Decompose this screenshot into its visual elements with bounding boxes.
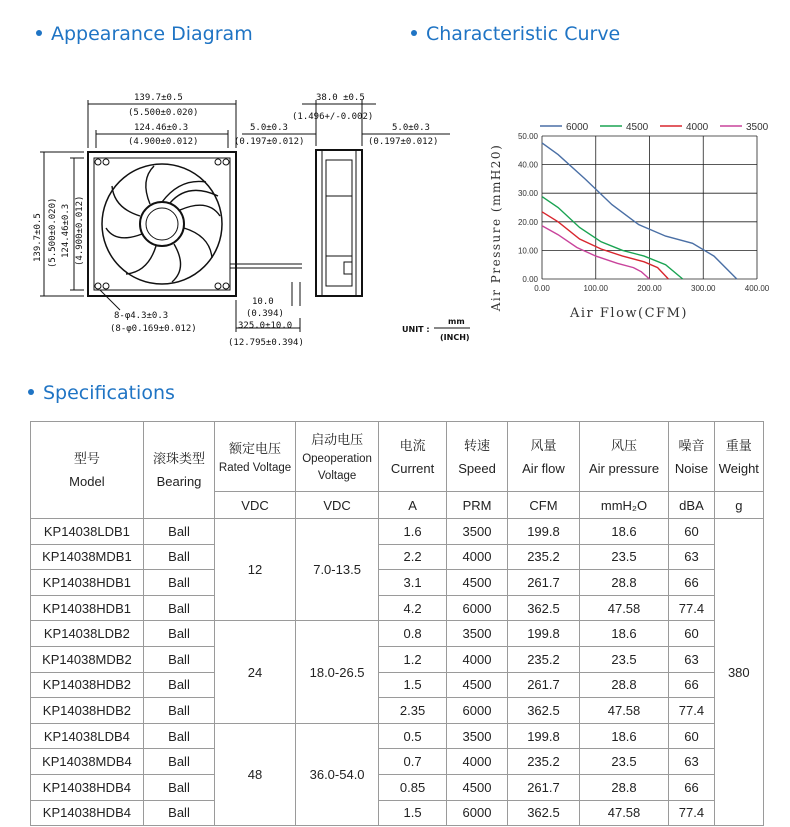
air-pressure-cell: 47.58 bbox=[579, 595, 669, 621]
airflow-cell: 235.2 bbox=[508, 646, 579, 672]
table-row bbox=[31, 723, 764, 749]
model-cell: KP14038LDB4 bbox=[31, 723, 144, 749]
table-row bbox=[31, 646, 764, 672]
bearing-cell: Ball bbox=[143, 672, 214, 698]
bullet-icon bbox=[36, 30, 42, 36]
dim-holes-inch: (8-φ0.169±0.012) bbox=[110, 324, 197, 334]
airflow-cell: 235.2 bbox=[508, 749, 579, 775]
noise-cell: 63 bbox=[669, 749, 714, 775]
air-pressure-cell: 23.5 bbox=[579, 544, 669, 570]
rated-voltage-cell: 12 bbox=[215, 519, 296, 621]
header-en: Noise bbox=[674, 460, 709, 476]
dim-hole-pitch: 124.46±0.3 bbox=[134, 123, 189, 133]
dim-flange-left: 5.0±0.3 bbox=[250, 123, 288, 133]
bearing-cell: Ball bbox=[143, 646, 214, 672]
speed-cell: 4500 bbox=[446, 570, 507, 596]
air-pressure-cell: 47.58 bbox=[579, 800, 669, 826]
noise-cell: 66 bbox=[669, 672, 714, 698]
noise-cell: 60 bbox=[669, 723, 714, 749]
specifications-title bbox=[28, 382, 175, 404]
airflow-cell: 235.2 bbox=[508, 544, 579, 570]
fan-blades bbox=[106, 166, 220, 282]
rated-voltage-cell: 24 bbox=[215, 621, 296, 723]
table-row bbox=[31, 621, 764, 647]
unit-top: mm bbox=[448, 317, 465, 326]
start-voltage-cell: 7.0-13.5 bbox=[295, 519, 379, 621]
airflow-cell: 362.5 bbox=[508, 698, 579, 724]
header-cell bbox=[579, 422, 669, 492]
y-tick-label: 10.00 bbox=[517, 246, 538, 256]
dim-holes: 8-φ4.3±0.3 bbox=[114, 311, 169, 321]
dim-height-outer-inch: (5.500±0.020) bbox=[48, 197, 58, 268]
noise-cell: 77.4 bbox=[669, 595, 714, 621]
specifications-title-text: Specifications bbox=[43, 382, 175, 404]
table-row bbox=[31, 774, 764, 800]
dim-hole-pitch-inch: (4.900±0.012) bbox=[128, 137, 199, 147]
header-cell bbox=[508, 422, 579, 492]
noise-cell: 77.4 bbox=[669, 698, 714, 724]
current-cell: 4.2 bbox=[379, 595, 446, 621]
legend-label: 4000 bbox=[686, 122, 709, 133]
y-tick-label: 50.00 bbox=[517, 132, 538, 141]
header-zh: 重量 bbox=[725, 437, 752, 453]
dim-depth: 38.0 ±0.5 bbox=[316, 93, 365, 103]
speed-cell: 6000 bbox=[446, 595, 507, 621]
airflow-cell: 362.5 bbox=[508, 800, 579, 826]
dim-strip: 10.0 bbox=[252, 297, 274, 307]
unit-cell: A bbox=[379, 492, 446, 519]
air-pressure-cell: 18.6 bbox=[579, 519, 669, 545]
speed-cell: 6000 bbox=[446, 800, 507, 826]
dim-height-outer: 139.7±0.5 bbox=[33, 213, 43, 262]
current-cell: 3.1 bbox=[379, 570, 446, 596]
legend-label: 4500 bbox=[626, 122, 649, 133]
y-tick-label: 40.00 bbox=[517, 160, 538, 170]
model-cell: KP14038HDB4 bbox=[31, 774, 144, 800]
characteristic-curve-chart bbox=[484, 112, 784, 328]
dim-strip-inch: (0.394) bbox=[246, 309, 284, 319]
x-tick-label: 400.00 bbox=[744, 284, 770, 293]
header-cell bbox=[295, 422, 379, 492]
x-tick-label: 100.00 bbox=[583, 284, 608, 293]
current-cell: 0.5 bbox=[379, 723, 446, 749]
bearing-cell: Ball bbox=[143, 570, 214, 596]
table-row bbox=[31, 672, 764, 698]
header-zh: 噪音 bbox=[678, 437, 705, 453]
model-cell: KP14038HDB1 bbox=[31, 570, 144, 596]
header-cell bbox=[379, 422, 446, 492]
unit-cell: dBA bbox=[669, 492, 714, 519]
table-row bbox=[31, 800, 764, 826]
bearing-cell: Ball bbox=[143, 774, 214, 800]
bullet-icon bbox=[28, 389, 34, 395]
model-cell: KP14038MDB2 bbox=[31, 646, 144, 672]
speed-cell: 3500 bbox=[446, 621, 507, 647]
current-cell: 1.2 bbox=[379, 646, 446, 672]
y-axis-label: Air Pressure (mmH20) bbox=[489, 143, 503, 312]
bearing-cell: Ball bbox=[143, 749, 214, 775]
characteristic-curve-title-text: Characteristic Curve bbox=[426, 23, 621, 45]
legend-label: 3500 bbox=[746, 122, 769, 133]
header-en: Air flow bbox=[522, 460, 565, 476]
header-zh: 滚珠类型 bbox=[153, 451, 206, 466]
speed-cell: 4000 bbox=[446, 749, 507, 775]
x-tick-label: 200.00 bbox=[637, 284, 662, 293]
bearing-cell: Ball bbox=[143, 800, 214, 826]
table-row bbox=[31, 698, 764, 724]
x-axis-label: Air Flow(CFM) bbox=[570, 306, 688, 321]
model-cell: KP14038HDB2 bbox=[31, 698, 144, 724]
unit-label: UNIT : bbox=[402, 325, 430, 334]
rated-voltage-cell: 48 bbox=[215, 723, 296, 825]
header-en: Model bbox=[69, 474, 105, 489]
airflow-cell: 261.7 bbox=[508, 672, 579, 698]
header-en: Air pressure bbox=[588, 460, 660, 476]
noise-cell: 60 bbox=[669, 621, 714, 647]
airflow-cell: 199.8 bbox=[508, 723, 579, 749]
header-en: Bearing bbox=[156, 474, 202, 489]
model-cell: KP14038MDB4 bbox=[31, 749, 144, 775]
y-tick-label: 20.00 bbox=[517, 217, 538, 227]
characteristic-curve-title bbox=[411, 23, 620, 45]
header-cell bbox=[143, 422, 214, 519]
appearance-diagram-title bbox=[36, 23, 253, 45]
dim-depth-inch: (1.496+/-0.002) bbox=[292, 112, 374, 122]
dim-flange-left-inch: (0.197±0.012) bbox=[234, 137, 305, 147]
current-cell: 0.8 bbox=[379, 621, 446, 647]
air-pressure-cell: 18.6 bbox=[579, 621, 669, 647]
bearing-cell: Ball bbox=[143, 698, 214, 724]
x-tick-label: 300.00 bbox=[691, 284, 716, 293]
model-cell: KP14038HDB4 bbox=[31, 800, 144, 826]
dim-width-outer-inch: (5.500±0.020) bbox=[128, 108, 199, 118]
air-pressure-cell: 23.5 bbox=[579, 749, 669, 775]
noise-cell: 77.4 bbox=[669, 800, 714, 826]
unit-cell: g bbox=[714, 492, 763, 519]
unit-cell: mmH₂O bbox=[579, 492, 669, 519]
start-voltage-cell: 36.0-54.0 bbox=[295, 723, 379, 825]
y-tick-label: 0.00 bbox=[522, 275, 538, 284]
header-zh: 转速 bbox=[464, 437, 491, 453]
bearing-cell: Ball bbox=[143, 723, 214, 749]
speed-cell: 3500 bbox=[446, 723, 507, 749]
header-cell bbox=[714, 422, 763, 492]
noise-cell: 66 bbox=[669, 570, 714, 596]
header-zh: 电流 bbox=[399, 437, 426, 453]
header-en: Rated Voltage bbox=[218, 461, 292, 474]
current-cell: 0.7 bbox=[379, 749, 446, 775]
unit-cell: VDC bbox=[215, 492, 296, 519]
unit-cell: CFM bbox=[508, 492, 579, 519]
model-cell: KP14038MDB1 bbox=[31, 544, 144, 570]
table-row bbox=[31, 519, 764, 545]
weight-cell: 380 bbox=[714, 519, 763, 826]
unit-cell: PRM bbox=[446, 492, 507, 519]
air-pressure-cell: 28.8 bbox=[579, 672, 669, 698]
appearance-diagram-title-text: Appearance Diagram bbox=[51, 23, 253, 45]
dim-lead: 325.0±10.0 bbox=[238, 321, 293, 331]
current-cell: 1.6 bbox=[379, 519, 446, 545]
legend-label: 6000 bbox=[566, 122, 589, 133]
speed-cell: 4500 bbox=[446, 774, 507, 800]
air-pressure-cell: 47.58 bbox=[579, 698, 669, 724]
current-cell: 2.35 bbox=[379, 698, 446, 724]
x-tick-label: 0.00 bbox=[534, 284, 550, 293]
current-cell: 0.85 bbox=[379, 774, 446, 800]
bearing-cell: Ball bbox=[143, 595, 214, 621]
header-cell bbox=[215, 422, 296, 492]
header-en: Opeoperation Voltage bbox=[302, 453, 372, 482]
header-en: Current bbox=[390, 460, 435, 476]
bearing-cell: Ball bbox=[143, 621, 214, 647]
bullet-icon bbox=[411, 30, 417, 36]
airflow-cell: 362.5 bbox=[508, 595, 579, 621]
header-cell bbox=[669, 422, 714, 492]
noise-cell: 66 bbox=[669, 774, 714, 800]
dim-flange-right-inch: (0.197±0.012) bbox=[368, 137, 439, 147]
air-pressure-cell: 18.6 bbox=[579, 723, 669, 749]
noise-cell: 60 bbox=[669, 519, 714, 545]
header-en: Weight bbox=[718, 460, 759, 476]
airflow-cell: 261.7 bbox=[508, 570, 579, 596]
header-zh: 额定电压 bbox=[229, 440, 282, 456]
airflow-cell: 199.8 bbox=[508, 621, 579, 647]
specifications-table bbox=[30, 421, 764, 826]
dim-height-pitch-inch: (4.900±0.012) bbox=[75, 195, 85, 266]
table-row bbox=[31, 749, 764, 775]
series-line-6000 bbox=[542, 143, 737, 279]
header-cell bbox=[31, 422, 144, 519]
header-en: Speed bbox=[458, 460, 496, 476]
noise-cell: 63 bbox=[669, 544, 714, 570]
unit-bottom: (INCH) bbox=[440, 333, 470, 342]
speed-cell: 4000 bbox=[446, 544, 507, 570]
header-zh: 型号 bbox=[73, 451, 100, 466]
header-zh: 启动电压 bbox=[311, 432, 364, 447]
header-zh: 风量 bbox=[530, 437, 557, 453]
speed-cell: 4000 bbox=[446, 646, 507, 672]
dim-lead-inch: (12.795±0.394) bbox=[228, 338, 304, 348]
current-cell: 2.2 bbox=[379, 544, 446, 570]
table-row bbox=[31, 595, 764, 621]
air-pressure-cell: 28.8 bbox=[579, 570, 669, 596]
header-cell bbox=[446, 422, 507, 492]
airflow-cell: 261.7 bbox=[508, 774, 579, 800]
dim-flange-right: 5.0±0.3 bbox=[392, 123, 430, 133]
dim-width-outer: 139.7±0.5 bbox=[134, 93, 183, 103]
airflow-cell: 199.8 bbox=[508, 519, 579, 545]
model-cell: KP14038HDB2 bbox=[31, 672, 144, 698]
table-row bbox=[31, 570, 764, 596]
y-tick-label: 30.00 bbox=[517, 189, 538, 199]
air-pressure-cell: 23.5 bbox=[579, 646, 669, 672]
table-row bbox=[31, 544, 764, 570]
current-cell: 1.5 bbox=[379, 672, 446, 698]
header-zh: 风压 bbox=[611, 437, 638, 453]
fan-dimension-drawing bbox=[30, 86, 470, 354]
noise-cell: 63 bbox=[669, 646, 714, 672]
air-pressure-cell: 28.8 bbox=[579, 774, 669, 800]
dim-height-pitch: 124.46±0.3 bbox=[61, 203, 71, 258]
bearing-cell: Ball bbox=[143, 519, 214, 545]
current-cell: 1.5 bbox=[379, 800, 446, 826]
speed-cell: 6000 bbox=[446, 698, 507, 724]
model-cell: KP14038LDB2 bbox=[31, 621, 144, 647]
model-cell: KP14038LDB1 bbox=[31, 519, 144, 545]
speed-cell: 4500 bbox=[446, 672, 507, 698]
bearing-cell: Ball bbox=[143, 544, 214, 570]
speed-cell: 3500 bbox=[446, 519, 507, 545]
model-cell: KP14038HDB1 bbox=[31, 595, 144, 621]
unit-cell: VDC bbox=[295, 492, 379, 519]
start-voltage-cell: 18.0-26.5 bbox=[295, 621, 379, 723]
